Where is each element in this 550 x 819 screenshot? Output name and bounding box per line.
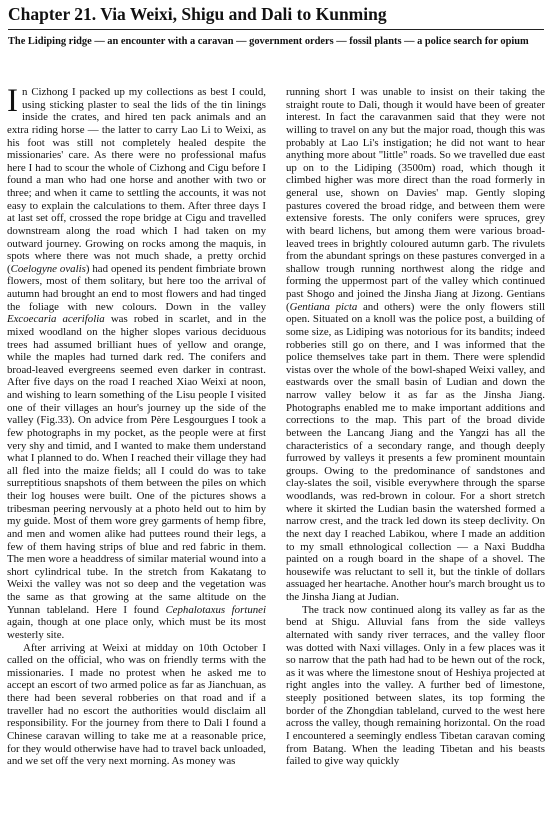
text-run: ) had opened its pendent fimbriate brown flowers, most of them solitary, but here too the arrival of autumn had brought an end to most flowers and had tinged the foliage with new colours. Down in the valley <box>7 262 266 313</box>
left-column <box>7 83 267 768</box>
chapter-subtitle: The Lidiping ridge — an encounter with a caravan — government orders — fossil plants — a police search for opium <box>8 36 529 47</box>
title-rule <box>8 29 544 30</box>
chapter-title: Chapter 21. Via Weixi, Shigu and Dali to Kunming <box>8 4 387 24</box>
text-run: and others) were the only flowers still open. Situated on a knoll was the police post, a building of some size, as Lidiping was notorious for its bandits; indeed robberies still go on there, and I was informed that the police themselves take part in them. There were splendid vistas over the whole of the bowl-shaped Weixi valley, and eastwards over the small basin of Ludian and down the narrow valley below it as far as the Jinsha Jiang. Photographs enabled me to make important additions and corrections to the map. This part of the broad divide between the Lancang Jiang and the Yangzi has all the characteristics of a secondary range, and though deeply furrowed by valleys it presents a few prominent mountain groups. Owing to the predominance of sandstones and clay-slates the soil, visible everywhere through the sparse woodlands, was red-brown in colour. For a short stretch where it skirted the Ludian basin the watershed formed a narrow crest, and the track led down its steep declivity. On the next day I reached Labikou, where I made an addition to my small ethnological collection — a Naxi Buddha painted on a rough board in the shape of a shovel. The housewife was reluctant to sell it, but the tinkle of dollars assuaged her heartache. Another hour's march brought us to the Jinsha Jiang at Judian. <box>286 300 545 603</box>
species-name: Coelogyne ovalis <box>10 262 86 275</box>
text-run: was robed in scarlet, and in the mixed woodland on the higher slopes various deciduous trees had assumed brilliant hues of yellow and orange, while the maples had turned dark red. The conifers and broad-leaved evergreens seemed even darker in contrast. After five days on the road I reached Xiao Weixi at noon, and wishing to learn something of the Lisu people I visited one of their villages an hour's journey up the side of the valley (Fig.33). On advice from Père Lesgourgues I took a few photographs in my pocket, as the people were at first very shy and timid, and I wanted to make them understand what I planned to do. When I reached their village they had all fled into the maize fields; all I could do was to take surreptitious snapshots of them between the piles on which their log houses were built. One of the pictures shows a tribesman peering nervously at a photo held out to him by my guide. Most of them wore grey garments of hemp fibre, and men and women alike had puttees round their legs, a few of them having strips of blue and red fabric in them. The men wore a headdress of similar material wound into a short cylindrical tube. In the stretch from Kakatang to Weixi the valley was not so deep and the vegetation was the same as that growing at the same altitude on the Yunnan tableland. Here I found <box>7 313 267 616</box>
text-run: running short I was unable to insist on their taking the straight route to Dali, though it would have been of greater interest. In fact the caravanmen said that they were not willing to travel on any but the major road, though this was probably at Lao Li's instigation; he did not want to hear anything more about "little" roads. So we travelled due east up on to the Lidiping (3500m) road, which though it climbed higher was more direct than the road formerly in general use, shown on Davies' map. Gently sloping pastures covered the broad ridge, and between them were extensive forests. The only conifers were spruces, grey with beard lichens, but among them were various broad-leaved trees in brightly coloured autumn garb. The rivulets from the abundant springs on these pastures converged in a shallow trough running northwest along the ridge and forming the uppermost part of the valley which continued past Shogo and joined the Jinsha Jiang at Jizong. Gentians ( <box>286 86 545 313</box>
paragraph <box>286 86 545 604</box>
species-name: Cephalotaxus fortunei <box>165 603 267 616</box>
species-name: Gentiana picta <box>289 300 358 313</box>
paragraph: After arriving at Weixi at midday on 10th October I called on the official, who was on friendly terms with the missionaries. I made no protest when he asked me to accept an escort of two armed police as far as Jianchuan, as there had been several robberies on that road and if a traveller had no escort the authorities would disclaim all responsibility. For the journey from there to Dali I found a Chinese caravan willing to take me at a reasonable price, for they would otherwise have had to travel back unloaded, and we set off the very next morning. As money was <box>7 641 266 768</box>
drop-cap: I <box>7 83 18 119</box>
paragraph: The track now continued along its valley as far as the bend at Shigu. Alluvial fans from the side valleys alternated with sandy river terraces, and the valley floor was dotted with Naxi villages. Only in a few places was it so narrow that the path had had to be hewn out of the rock, as it was where the limestone snout of Heshiya projected at right angles into the valley. A further bed of limestone, steeply positioned between slates, its top forming the border of the Zhongdian tableland, curved to the west here across the valley, though remaining horizontal. On the road I encountered a seemingly endless Tibetan caravan coming from Batang. When the leading Tibetan and his beasts failed to give way quickly <box>286 603 545 768</box>
species-name: Excoecaria acerifolia <box>7 313 105 326</box>
text-run: again, though at one place only, which must be its most westerly site. <box>7 616 266 641</box>
right-column <box>286 86 545 768</box>
text-run: n Cizhong I packed up my collections as best I could, using sticking plaster to seal the lids of the tin linings inside the crates, and hired ten pack animals and an extra riding horse — the latter to carry Lao Li to Weixi, as his foot was still not completely healed despite the missionaries' care. As there were no professional mafus here I had to scour the whole of Cizhong and Cigu before I found a man who had one horse and another with two or three; and when it came to settling the accounts, it was not easy to explain the calculations to them. After three days I at last set off, crossed the rope bridge at Cigu and travelled downstream along the road which I had taken on my outward journey. Growing on rocks among the maquis, in spots where there was not much shade, a pretty orchid ( <box>7 86 266 275</box>
paragraph <box>7 83 267 642</box>
